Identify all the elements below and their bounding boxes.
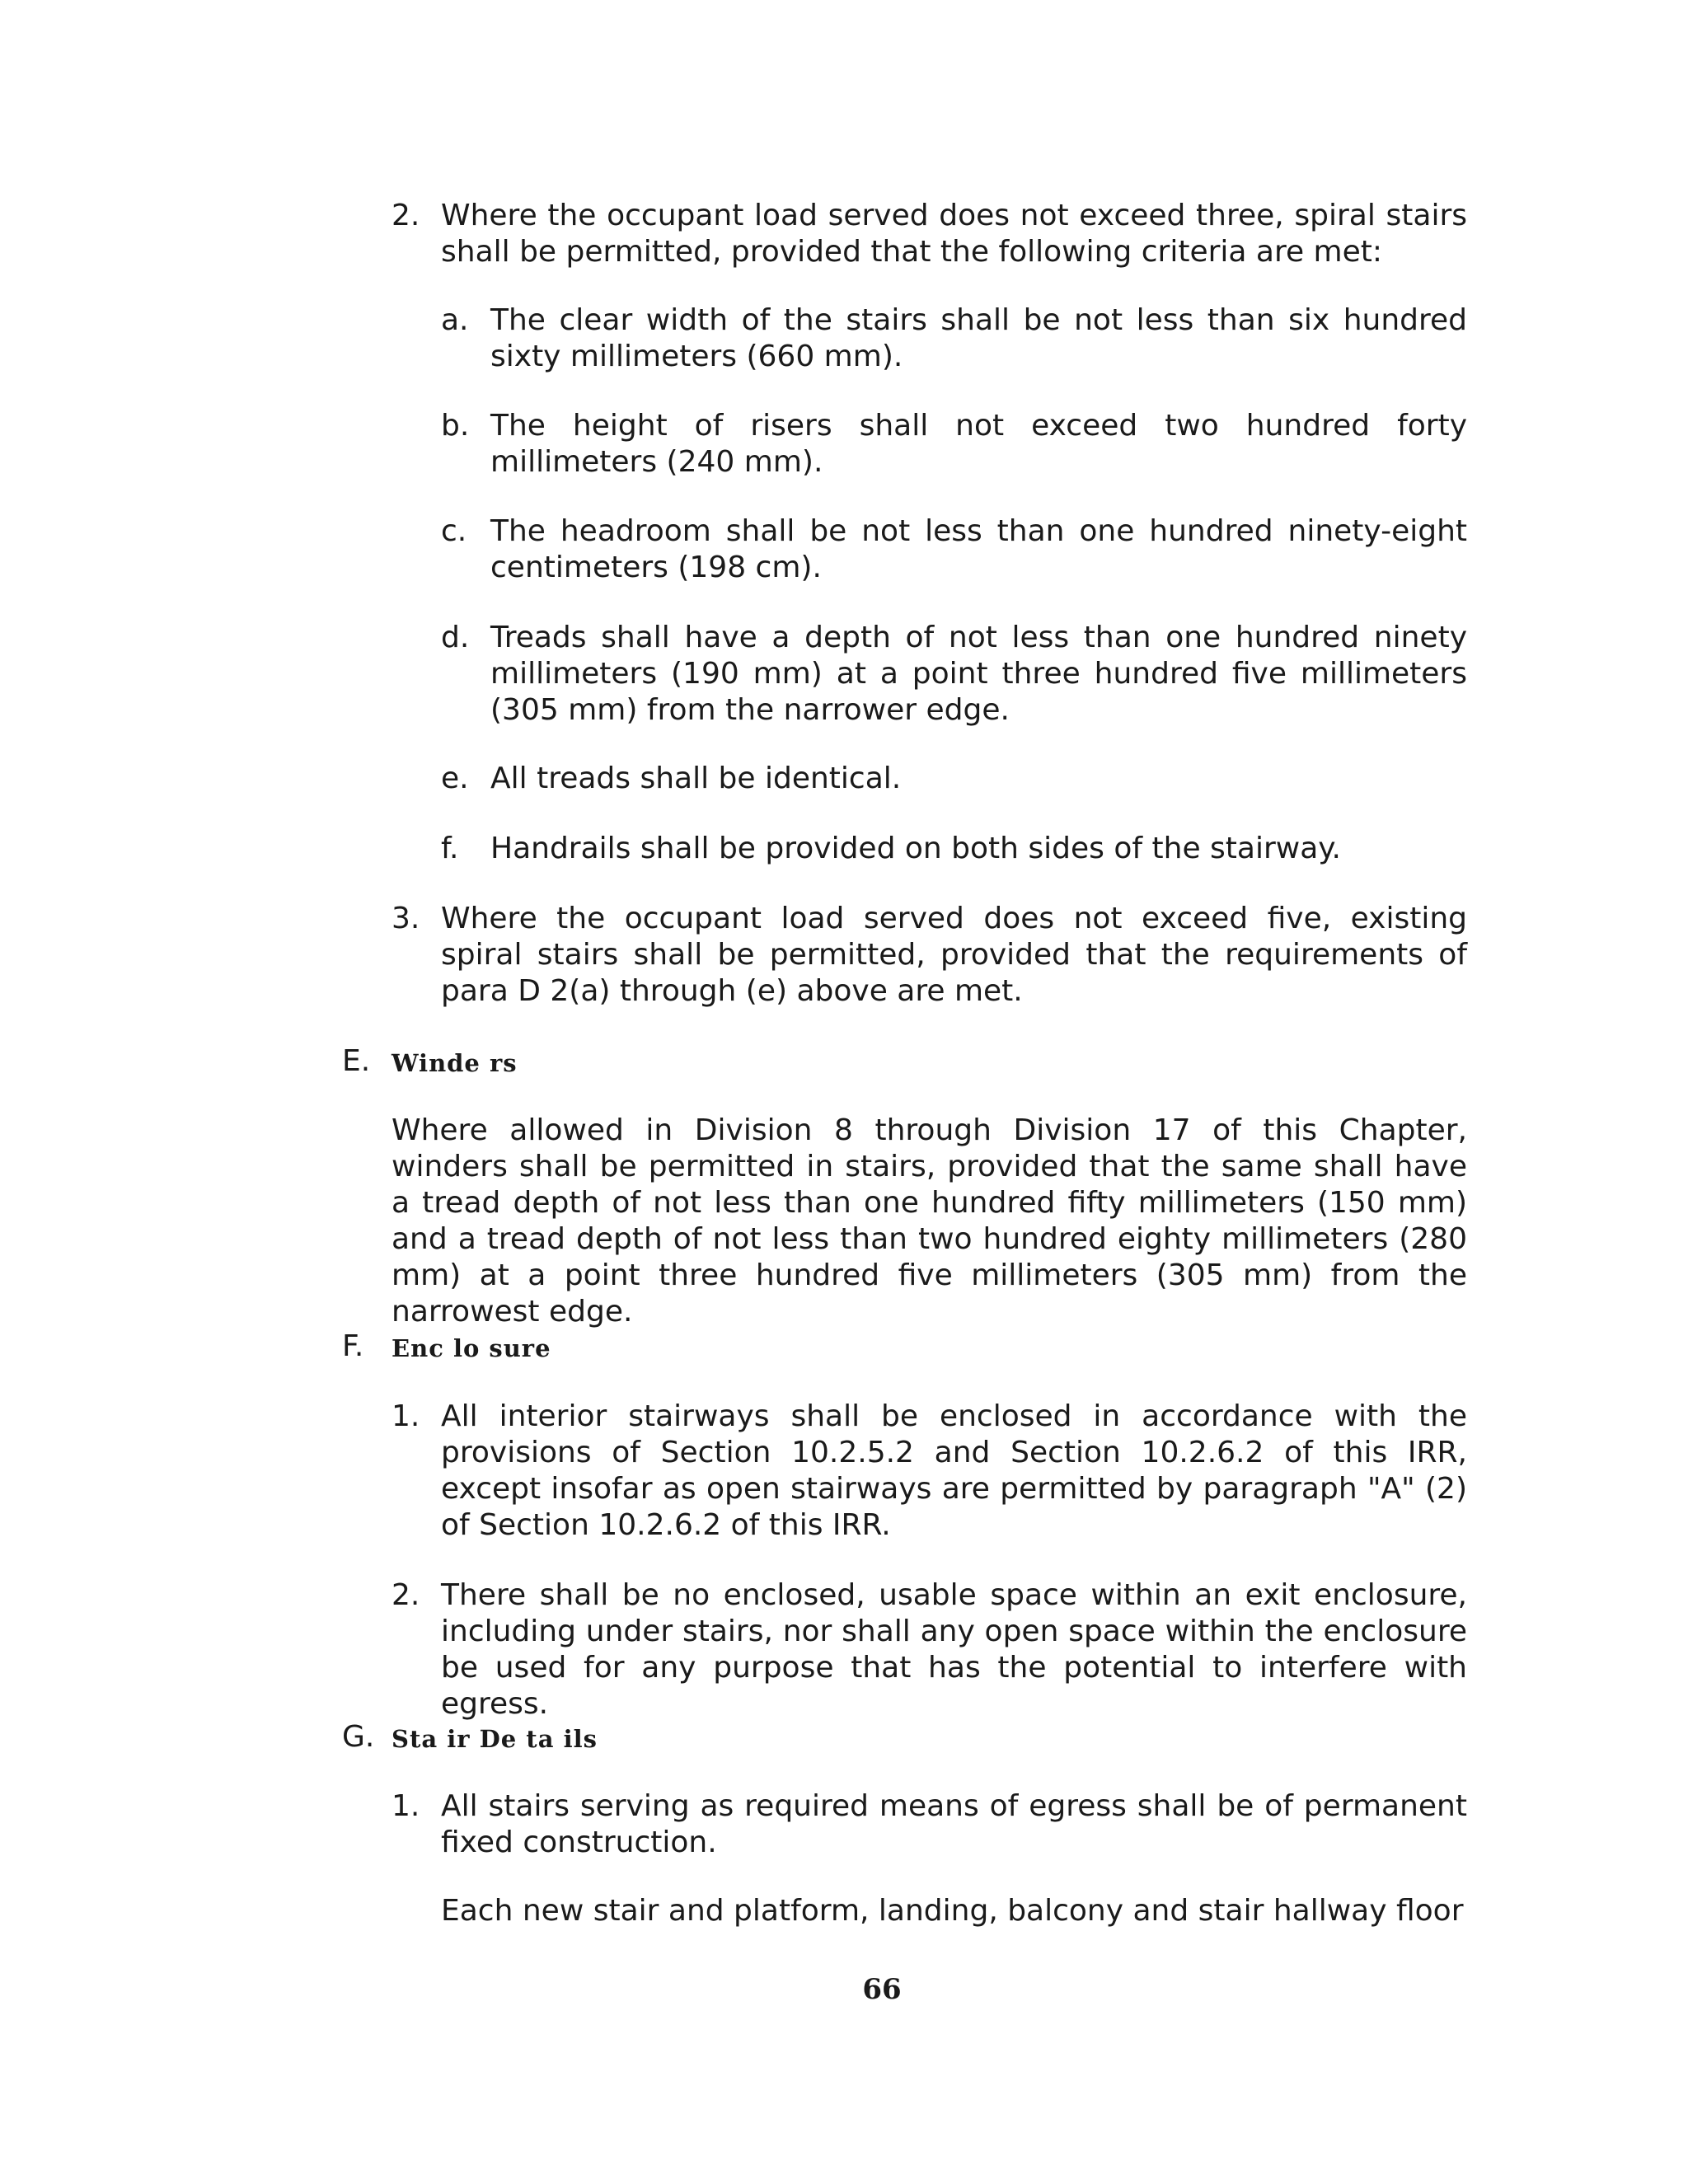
paragraph-g1-continuation: Each new stair and platform, landing, balcony and stair hallway floor [441,1894,1464,1928]
section-title-winders: Winde rs [392,1049,518,1077]
section-letter-f: F. [342,1329,364,1363]
paragraph-g1: All stairs serving as required means of egress shall be of permanent fixed construction. [441,1789,1467,1859]
criteria-label-f: f. [441,832,459,865]
list-number: 2. [392,1578,420,1612]
page-number: 66 [862,1973,902,2006]
paragraph-d2: Where the occupant load served does not exceed three, spiral stairs shall be permitted, provided that the following criteria are met: [441,199,1467,269]
criteria-label-e: e. [441,762,469,795]
criteria-c: The headroom shall be not less than one hundred ninety-eight centimeters (198 cm). [490,514,1467,584]
list-number: 2. [392,199,420,232]
criteria-label-c: c. [441,514,467,548]
list-number: 3. [392,902,420,935]
section-letter-g: G. [342,1720,375,1754]
criteria-b: The height of risers shall not exceed two hundred forty millimeters (240 mm). [490,409,1467,479]
paragraph-d3: Where the occupant load served does not exceed five, existing spiral stairs shall be permitted, provided that the requirements of para D 2(a) through (e) above are met. [441,902,1467,1008]
criteria-d: Treads shall have a depth of not less than one hundred ninety millimeters (190 mm) at a point three hundred five millimeters (305 mm) from the narrower edge. [490,621,1467,727]
paragraph-f2: There shall be no enclosed, usable space within an exit enclosure, including under stairs, nor shall any open space within the enclosure be used for any purpose that has the potential to interfere with egress. [441,1578,1467,1721]
criteria-label-a: a. [441,303,469,337]
criteria-a: The clear width of the stairs shall be not less than six hundred sixty millimeters (660 mm). [490,303,1467,373]
criteria-e: All treads shall be identical. [490,762,902,795]
paragraph-f1: All interior stairways shall be enclosed in accordance with the provisions of Section 10.2.5.2 and Section 10.2.6.2 of this IRR, except insofar as open stairways are permitted by paragraph "A" (2) of Section 10.2.6.2 of this IRR. [441,1399,1467,1542]
list-number: 1. [392,1399,420,1433]
criteria-label-b: b. [441,409,470,443]
criteria-f: Handrails shall be provided on both sides of the stairway. [490,832,1341,865]
criteria-label-d: d. [441,621,470,654]
section-title-stair-details: Sta ir De ta ils [392,1725,598,1753]
section-title-enclosure: Enc lo sure [392,1334,551,1362]
paragraph-winders: Where allowed in Division 8 through Division 17 of this Chapter, winders shall be permitted in stairs, provided that the same shall have a tread depth of not less than one hundred fifty millimeters (150 mm) and a tread depth of not less than two hundred eighty millimeters (280 mm) at a point three hundred five millimeters (305 mm) from the narrowest edge. [392,1113,1467,1329]
list-number: 1. [392,1789,420,1823]
section-letter-e: E. [342,1044,371,1078]
